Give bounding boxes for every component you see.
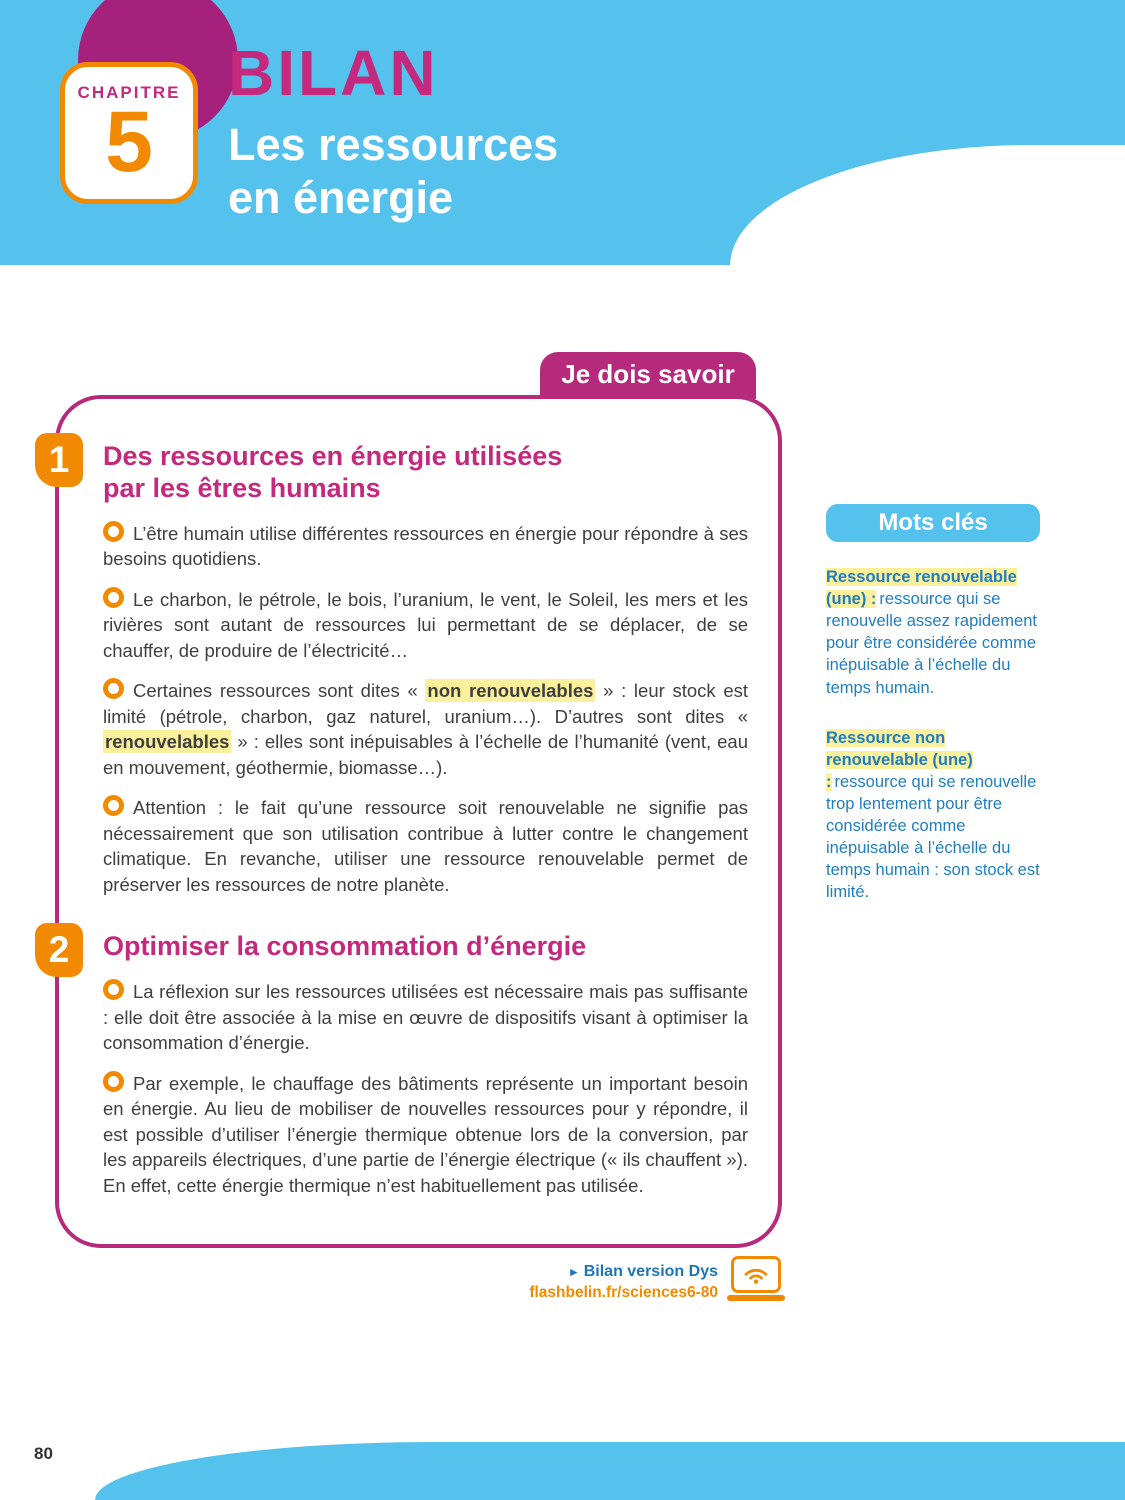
bullet-paragraph [103, 521, 748, 572]
bullet-paragraph [103, 587, 748, 664]
bullet-text: L’être humain utilise différentes ressources en énergie pour répondre à ses besoins quotidiens. [103, 522, 748, 570]
section-1-title [103, 441, 748, 505]
laptop-wifi-icon [726, 1256, 786, 1301]
highlighted-term: renouvelables [105, 731, 230, 753]
keyword-definition: ressource qui se renouvelle trop lentement pour être considérée comme inépuisable à l’échelle du temps humain : son stock est limité. [826, 772, 1040, 902]
chapter-number: 5 [105, 94, 153, 190]
laptop-screen [731, 1256, 781, 1293]
je-dois-savoir-tab: Je dois savoir [540, 352, 756, 399]
section-1 [48, 439, 748, 897]
bullet-ring-icon [103, 521, 124, 542]
bullet-text: » : elles sont inépuisables à l’échelle de l’humanité (vent, eau en mouvement, géothermie, biomasse…). [103, 731, 748, 778]
bullet-ring-icon [103, 1071, 124, 1092]
section-2-title [103, 931, 748, 963]
bullet-text: Le charbon, le pétrole, le bois, l’uranium, le vent, le Soleil, les mers et les rivières sont autant de ressources lui permettant de se déplacer, de se chauffer, de produire de l’électricité… [103, 588, 748, 661]
keyword-term: Ressource renouvelable (une) : [826, 568, 1017, 609]
wifi-icon [742, 1265, 770, 1285]
keywords-sidebar [826, 504, 1040, 932]
section-1-title-line2: par les êtres humains [103, 472, 381, 503]
laptop-base [727, 1295, 785, 1301]
highlighted-term: non renouvelables [427, 680, 594, 702]
section-1-number-badge: 1 [35, 433, 83, 487]
bullet-paragraph [103, 678, 748, 780]
chapter-label: CHAPITRE [77, 83, 181, 102]
bullet-ring-icon [103, 678, 124, 699]
dys-version-link[interactable] [529, 1262, 718, 1303]
bullet-text: Par exemple, le chauffage des bâtiments représente un important besoin en énergie. Au lieu de mobiliser de nouvelles ressources pour y répondre, il est possible d’utiliser l’énergie thermique obtenue lors de la conversion, par les appareils électriques, d’une partie de l’énergie électrique (« ils chauffent »). En effet, cette énergie thermique n’est habituellement pas utilisée. [103, 1072, 748, 1196]
bullet-ring-icon [103, 979, 124, 1000]
arrow-icon: ► [567, 1265, 580, 1279]
section-2 [48, 929, 748, 1198]
bullet-paragraph [103, 795, 748, 897]
bullet-text: La réflexion sur les ressources utilisées est nécessaire mais pas suffisante : elle doit être associée à la mise en œuvre de dispositifs visant à optimiser la consommation d’énergie. [103, 981, 748, 1054]
dys-version-url[interactable]: flashbelin.fr/sciences6-80 [529, 1283, 718, 1301]
chapter-badge [60, 62, 198, 204]
bullet-text: Attention : le fait qu’une ressource soit renouvelable ne signifie pas nécessairement que son utilisation contribue à lutter contre le changement climatique. En revanche, utiliser une ressource renouvelable permet de préserver les ressources de notre planète. [103, 797, 748, 895]
page-title-line2: en énergie [228, 172, 454, 224]
keyword-entry [826, 566, 1040, 699]
bullet-paragraph [103, 1071, 748, 1199]
keyword-term: Ressource non renouvelable (une) : [826, 728, 973, 791]
section-2-title-line1: Optimiser la consommation d’énergie [103, 931, 587, 962]
bottom-wave-decoration [95, 1442, 1125, 1500]
keyword-entry [826, 727, 1040, 904]
keywords-sidebar-title: Mots clés [826, 504, 1040, 542]
page-title-line1: Les ressources [228, 119, 559, 170]
keyword-definition: ressource qui se renouvelle assez rapidement pour être considérée comme inépuisable à l’échelle du temps humain. [826, 590, 1037, 697]
bullet-text: Certaines ressources sont dites « [133, 680, 426, 702]
page-number: 80 [34, 1444, 53, 1463]
section-2-number-badge: 2 [35, 923, 83, 977]
page-title [228, 118, 558, 224]
bilan-heading: BILAN [228, 37, 439, 109]
dys-version-label [568, 1263, 718, 1280]
bullet-text: » : leur stock est limité (pétrole, charbon, gaz naturel, uranium…). D’autres sont dites « [103, 680, 748, 727]
bullet-ring-icon [103, 795, 124, 816]
bullet-paragraph [103, 979, 748, 1056]
dys-version-text: Bilan version Dys [583, 1263, 718, 1280]
section-1-title-line1: Des ressources en énergie utilisées [103, 441, 563, 471]
lesson-summary-box [48, 395, 782, 1248]
bullet-ring-icon [103, 587, 124, 608]
